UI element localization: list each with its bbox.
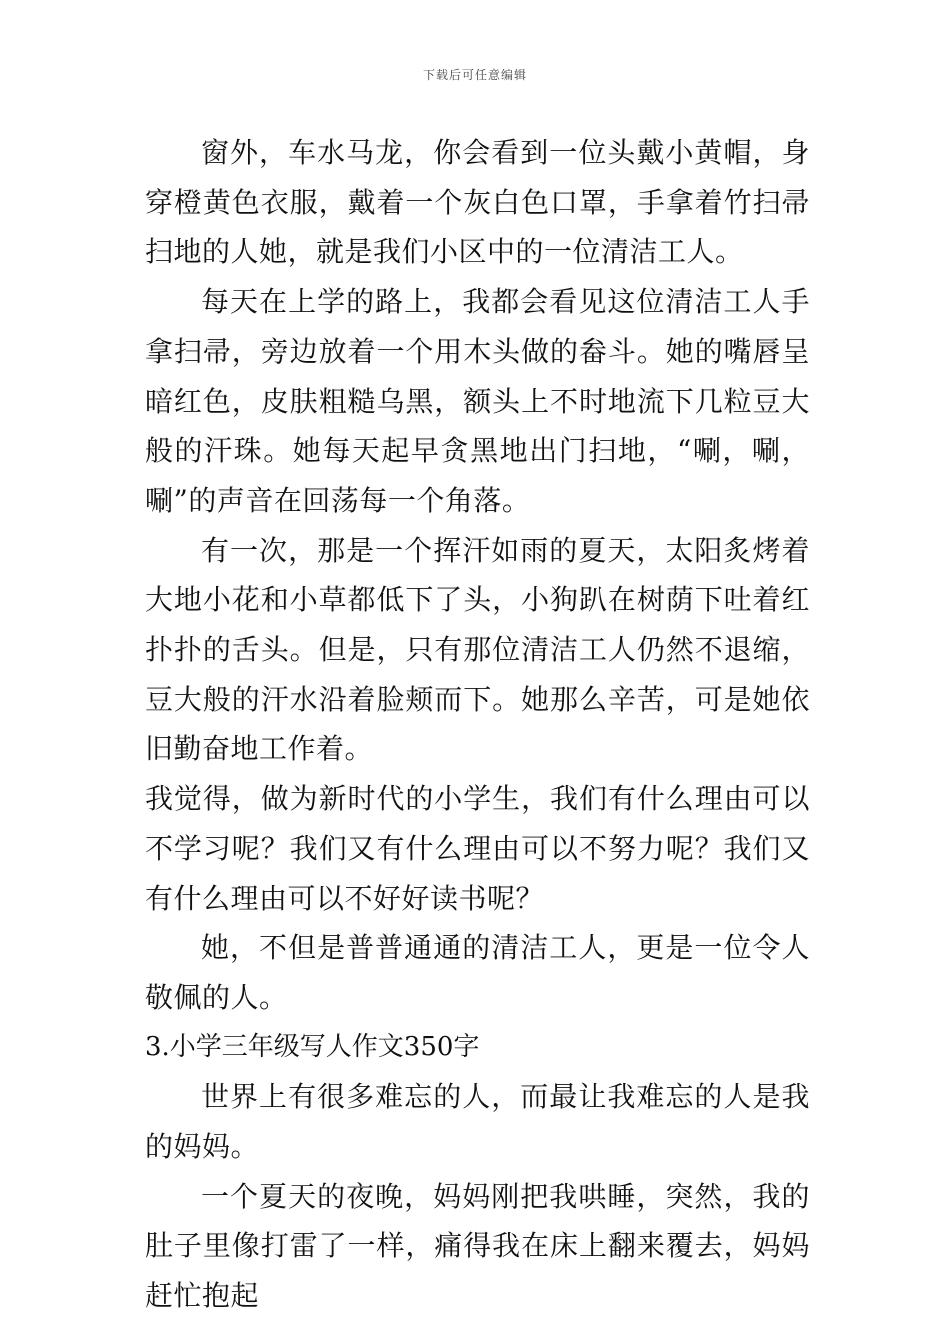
paragraph: 她，不但是普普通通的清洁工人，更是一位令人敬佩的人。 [145,931,810,1014]
paragraph: 窗外，车水马龙，你会看到一位头戴小黄帽，身穿橙黄色衣服，戴着一个灰白色口罩，手拿着竹扫帚扫地的人她，就是我们小区中的一位清洁工人。 [145,136,810,269]
page-header: 下载后可任意编辑 [422,68,527,82]
section-heading: 3.小学三年级写人作文350字 [145,1031,480,1062]
paragraph: 我觉得，做为新时代的小学生，我们有什么理由可以不学习呢？我们又有什么理由可以不努力呢？我们又有什么理由可以不好好读书呢？ [145,782,810,915]
paragraph: 一个夏天的夜晚，妈妈刚把我哄睡，突然，我的肚子里像打雷了一样，痛得我在床上翻来覆去，妈妈赶忙抱起 [145,1179,810,1313]
paragraph: 世界上有很多难忘的人，而最让我难忘的人是我的妈妈。 [145,1080,810,1164]
document-body [145,128,810,1321]
paragraph: 有一次，那是一个挥汗如雨的夏天，太阳炙烤着大地小花和小草都低下了头，小狗趴在树荫下吐着红扑扑的舌头。但是，只有那位清洁工人仍然不退缩，豆大般的汗水沿着脸颊而下。她那么辛苦，可是她依旧勤奋地工作着。 [145,533,810,766]
paragraph: 每天在上学的路上，我都会看见这位清洁工人手拿扫帚，旁边放着一个用木头做的畚斗。她的嘴唇呈暗红色，皮肤粗糙乌黑，额头上不时地流下几粒豆大般的汗珠。她每天起早贪黑地出门扫地，“唰，唰，唰”的声音在回荡每一个角落。 [145,285,810,517]
